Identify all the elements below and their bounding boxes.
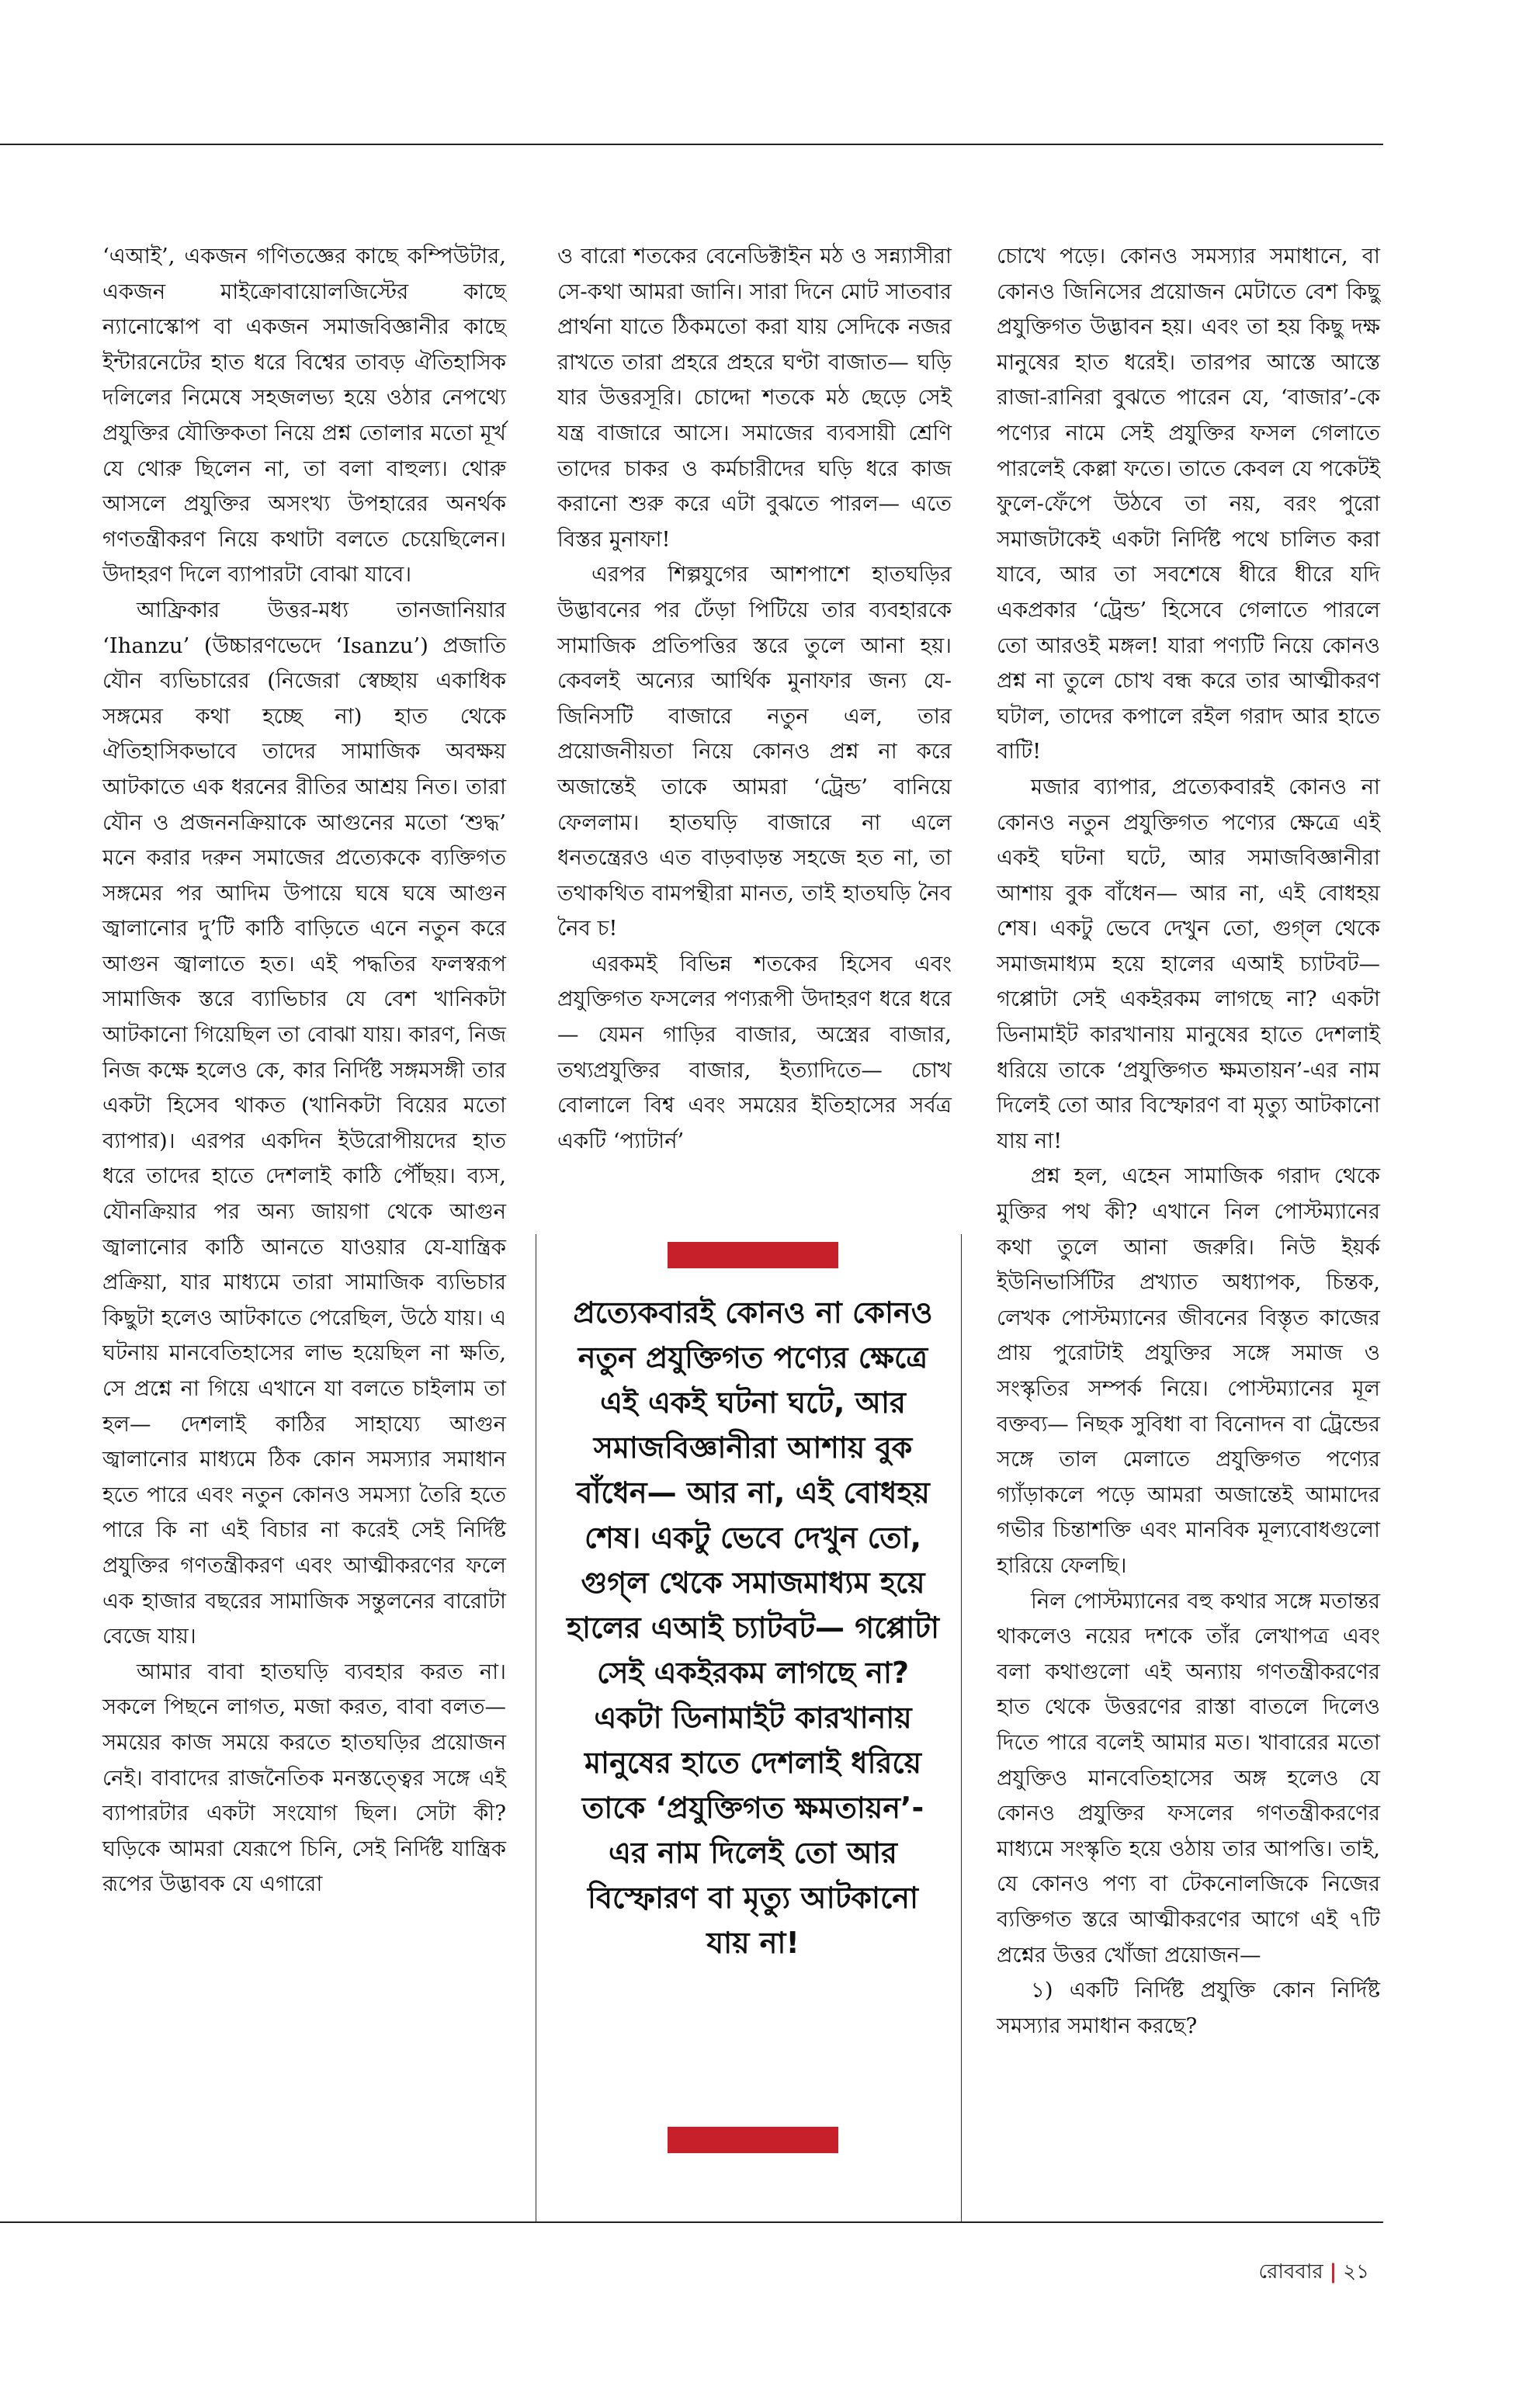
col3-paragraph-5: ১) একটি নির্দিষ্ট প্রযুক্তি কোন নির্দিষ্ট সমস্যার সমাধান করছে? <box>997 1978 1380 2038</box>
article-column-3 <box>997 239 1380 2044</box>
article-column-1 <box>102 239 506 1902</box>
col1-paragraph-1: ‘এআই’, একজন গণিতজ্ঞের কাছে কম্পিউটার, একজন মাইক্রোবায়োলজিস্টের কাছে ন্যানোস্কোপ বা একজন সমাজবিজ্ঞানীর কাছে ইন্টারনেটের হাত ধরে বিশ্বের তাবড় ঐতিহাসিক দলিলের নিমেষে সহজলভ্য হয়ে ওঠার নেপথ্যে প্রযুক্তির যৌক্তিকতা নিয়ে প্রশ্ন তোলার মতো মূর্খ যে থোরু ছিলেন না, তা বলা বাহুল্য। থোরু আসলে প্রযুক্তির অসংখ্য উপহারের অনর্থক গণতন্ত্রীকরণ নিয়ে কথাটা বলতে চেয়েছিলেন। উদাহরণ দিলে ব্যাপারটা বোঝা যাবে। <box>102 244 506 588</box>
col2-paragraph-1: ও বারো শতকের বেনেডিক্টাইন মঠ ও সন্ন্যাসীরা সে-কথা আমরা জানি। সারা দিনে মোট সাতবার প্রার্থনা যাতে ঠিকমতো করা যায় সেদিকে নজর রাখতে তারা প্রহরে প্রহরে ঘণ্টা বাজাত— ঘড়ি যার উত্তরসূরি। চোদ্দো শতকে মঠ ছেড়ে সেই যন্ত্র বাজারে আসে। সমাজের ব্যবসায়ী শ্রেণি তাদের চাকর ও কর্মচারীদের ঘড়ি ধরে কাজ করানো শুরু করে এটা বুঝতে পারল— এতে বিস্তর মুনাফা! <box>557 244 952 552</box>
col3-paragraph-4: নিল পোস্টম্যানের বহু কথার সঙ্গে মতান্তর থাকলেও নয়ের দশকে তাঁর লেখাপত্র এবং বলা কথাগুলো এই অন্যায় গণতন্ত্রীকরণের হাত থেকে উত্তরণের রাস্তা বাতলে দিলেও দিতে পারে বলেই আমার মত। খাবারের মতো প্রযুক্তিও মানবেতিহাসের অঙ্গ হলেও যে কোনও প্রযুক্তির ফসলের গণতন্ত্রীকরণের মাধ্যমে সংস্কৃতি হয়ে ওঠায় তার আপত্তি। তাই, যে কোনও পণ্য বা টেকনোলজিকে নিজের ব্যক্তিগত স্তরে আত্মীকরণের আগে এই ৭টি প্রশ্নের উত্তর খোঁজা প্রয়োজন— <box>997 1588 1380 1968</box>
top-rule <box>0 144 1383 145</box>
column-separator <box>961 1234 962 2221</box>
col3-paragraph-1: চোখে পড়ে। কোনও সমস্যার সমাধানে, বা কোনও জিনিসের প্রয়োজন মেটাতে বেশ কিছু প্রযুক্তিগত উদ্ভাবন হয়। এবং তা হয় কিছু দক্ষ মানুষের হাত ধরেই। তারপর আস্তে আস্তে রাজা-রানিরা বুঝতে পারেন যে, ‘বাজার’-কে পণ্যের নামে সেই প্রযুক্তির ফসল গেলাতে পারলেই কেল্লা ফতে। তাতে কেবল যে পকেটই ফুলে-ফেঁপে উঠবে তা নয়, বরং পুরো সমাজটাকেই একটা নির্দিষ্ট পথে চালিত করা যাবে, আর তা সবশেষে ধীরে ধীরে যদি একপ্রকার ‘ট্রেন্ড’ হিসেবে গেলাতে পারলে তো আরওই মঙ্গল! যারা পণ্যটি নিয়ে কোনও প্রশ্ন না তুলে চোখ বন্ধ করে তার আত্মীকরণ ঘটাল, তাদের কপালে রইল গরাদ আর হাতে বাটি! <box>997 244 1380 765</box>
col1-paragraph-2: আফ্রিকার উত্তর-মধ্য তানজানিয়ার ‘Ihanzu’ (উচ্চারণভেদে ‘Isanzu’) প্রজাতি যৌন ব্যভিচারের (নিজেরা স্বেচ্ছায় একাধিক সঙ্গমের কথা হচ্ছে না) হাত থেকে ঐতিহাসিকভাবে তাদের সামাজিক অবক্ষয় আটকাতে এক ধরনের রীতির আশ্রয় নিত। তারা যৌন ও প্রজননক্রিয়াকে আগুনের মতো ‘শুদ্ধ’ মনে করার দরুন সমাজের প্রত্যেককে ব্যক্তিগত সঙ্গমের পর আদিম উপায়ে ঘষে ঘষে আগুন জ্বালানোর দু’টি কাঠি বাড়িতে এনে নতুন করে আগুন জ্বালাতে হত। এই পদ্ধতির ফলস্বরূপ সামাজিক স্তরে ব্যাভিচার যে বেশ খানিকটা আটকানো গিয়েছিল তা বোঝা যায়। কারণ, নিজ নিজ কক্ষে হলেও কে, কার নির্দিষ্ট সঙ্গমসঙ্গী তার একটা হিসেব থাকত (খানিকটা বিয়ের মতো ব্যাপার)। এরপর একদিন ইউরোপীয়দের হাত ধরে তাদের হাতে দেশলাই কাঠি পৌঁছয়। ব্যস, যৌনক্রিয়ার পর অন্য জায়গা থেকে আগুন জ্বালানোর কাঠি আনতে যাওয়ার যে-যান্ত্রিক প্রক্রিয়া, যার মাধ্যমে তারা সামাজিক ব্যভিচার কিছুটা হলেও আটকাতে পেরেছিল, উঠে যায়। এ ঘটনায় মানবেতিহাসের লাভ হয়েছিল না ক্ষতি, সে প্রশ্নে না গিয়ে এখানে যা বলতে চাইলাম তা হল— দেশলাই কাঠির সাহায্যে আগুন জ্বালানোর মাধ্যমে ঠিক কোন সমস্যার সমাধান হতে পারে এবং নতুন কোনও সমস্যা তৈরি হতে পারে কি না এই বিচার না করেই সেই নির্দিষ্ট প্রযুক্তির গণতন্ত্রীকরণ এবং আত্মীকরণের ফলে এক হাজার বছরের সামাজিক সন্তুলনের বারোটা বেজে যায়। <box>102 597 506 1649</box>
bottom-rule <box>0 2221 1383 2223</box>
magazine-name: রোববার <box>1258 2260 1323 2284</box>
page-footer <box>1259 2256 1369 2290</box>
quote-accent-bar-top <box>668 1242 838 1268</box>
pull-quote-box <box>567 1242 939 2212</box>
footer-separator: | <box>1329 2260 1337 2284</box>
col1-paragraph-3: আমার বাবা হাতঘড়ি ব্যবহার করত না। সকলে পিছনে লাগত, মজা করত, বাবা বলত— সময়ের কাজ সময়ে করতে হাতঘড়ির প্রয়োজন নেই। বাবাদের রাজনৈতিক মনস্তত্ত্বের সঙ্গে এই ব্যাপারটার একটা সংযোগ ছিল। সেটা কী? ঘড়িকে আমরা যেরূপে চিনি, সেই নির্দিষ্ট যান্ত্রিক রূপের উদ্ভাবক যে এগারো <box>102 1659 506 1897</box>
page-number: ২১ <box>1343 2260 1369 2284</box>
col3-paragraph-2: মজার ব্যাপার, প্রত্যেকবারই কোনও না কোনও নতুন প্রযুক্তিগত পণ্যের ক্ষেত্রে এই একই ঘটনা ঘটে, আর সমাজবিজ্ঞানীরা আশায় বুক বাঁধেন— আর না, এই বোধহয় শেষ। একটু ভেবে দেখুন তো, গুগ্‌ল থেকে সমাজমাধ্যম হয়ে হালের এআই চ্যাটবট— গপ্পোটা সেই একইরকম লাগছে না? একটা ডিনামাইট কারখানায় মানুষের হাতে দেশলাই ধরিয়ে তাকে ‘প্রযুক্তিগত ক্ষমতায়ন’-এর নাম দিলেই তো আর বিস্ফোরণ বা মৃত্যু আটকানো যায় না! <box>997 774 1380 1153</box>
col2-paragraph-3: এরকমই বিভিন্ন শতকের হিসেব এবং প্রযুক্তিগত ফসলের পণ্যরূপী উদাহরণ ধরে ধরে— যেমন গাড়ির বাজার, অস্ত্রের বাজার, তথ্যপ্রযুক্তির বাজার, ইত্যাদিতে— চোখ বোলালে বিশ্ব এবং সময়ের ইতিহাসের সর্বত্র একটি ‘প্যাটার্ন’ <box>557 951 952 1153</box>
pull-quote-text: প্রত্যেকবারই কোনও না কোনও নতুন প্রযুক্তিগত পণ্যের ক্ষেত্রে এই একই ঘটনা ঘটে, আর সমাজবিজ্ঞানীরা আশায় বুক বাঁধেন— আর না, এই বোধহয় শেষ। একটু ভেবে দেখুন তো, গুগ্‌ল থেকে সমাজমাধ্যম হয়ে হালের এআই চ্যাটবট— গপ্পোটা সেই একইরকম লাগছে না? একটা ডিনামাইট কারখানায় মানুষের হাতে দেশলাই ধরিয়ে তাকে ‘প্রযুক্তিগত ক্ষমতায়ন’-এর নাম দিলেই তো আর বিস্ফোরণ বা মৃত্যু আটকানো যায় না! <box>567 1295 939 1960</box>
quote-accent-bar-bottom <box>668 2127 838 2153</box>
col3-paragraph-3: প্রশ্ন হল, এহেন সামাজিক গরাদ থেকে মুক্তির পথ কী? এখানে নিল পোস্টম্যানের কথা তুলে আনা জরুরি। নিউ ইয়র্ক ইউনিভার্সিটির প্রখ্যাত অধ্যাপক, চিন্তক, লেখক পোস্টম্যানের জীবনের বিস্তৃত কাজের প্রায় পুরোটাই প্রযুক্তির সঙ্গে সমাজ ও সংস্কৃতির সম্পর্ক নিয়ে। পোস্টম্যানের মূল বক্তব্য— নিছক সুবিধা বা বিনোদন বা ট্রেন্ডের সঙ্গে তাল মেলাতে প্রযুক্তিগত পণ্যের গ্যাঁড়াকলে পড়ে আমরা অজান্তেই আমাদের গভীর চিন্তাশক্তি এবং মানবিক মূল্যবোধগুলো হারিয়ে ফেলছি। <box>997 1164 1380 1578</box>
col2-paragraph-2: এরপর শিল্পযুগের আশপাশে হাতঘড়ির উদ্ভাবনের পর ঢেঁড়া পিটিয়ে তার ব্যবহারকে সামাজিক প্রতিপত্তির স্তরে তুলে আনা হয়। কেবলই অন্যের আর্থিক মুনাফার জন্য যে-জিনিসটি বাজারে নতুন এল, তার প্রয়োজনীয়তা নিয়ে কোনও প্রশ্ন না করে অজান্তেই তাকে আমরা ‘ট্রেন্ড’ বানিয়ে ফেললাম। হাতঘড়ি বাজারে না এলে ধনতন্ত্রেরও এত বাড়বাড়ন্ত সহজে হত না, তা তথাকথিত বামপন্থীরা মানত, তাই হাতঘড়ি নৈব নৈব চ! <box>557 562 952 942</box>
article-column-2 <box>557 239 952 1159</box>
